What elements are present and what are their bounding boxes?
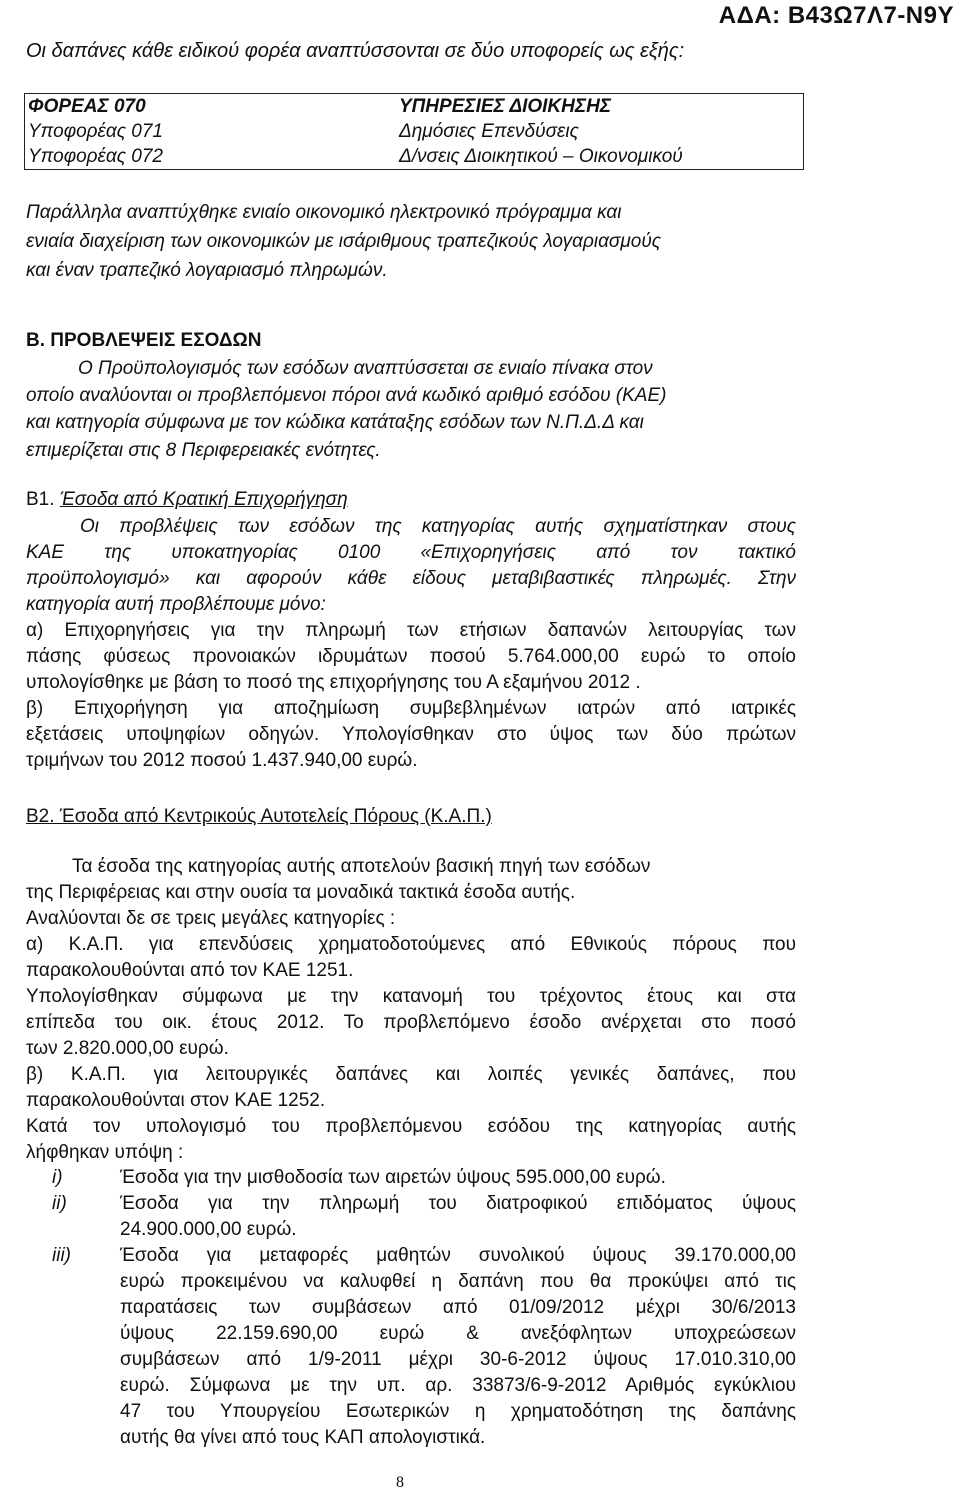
item-number: i) — [52, 1167, 63, 1188]
foreas-desc-cell: ΥΠΗΡΕΣΙΕΣ ΔΙΟΙΚΗΣΗΣ — [399, 96, 612, 117]
paragraph-line: Οι προβλέψεις των εσόδων της κατηγορίας αυτής σχηματίστηκαν στους — [80, 516, 796, 537]
table-row — [25, 119, 804, 144]
paragraph-line: β) Επιχορήγηση για αποζημίωση συμβεβλημένων ιατρών από ιατρικές — [26, 698, 796, 719]
section-b2-heading: Β2. Έσοδα από Κεντρικούς Αυτοτελείς Πόρους (Κ.Α.Π.) — [26, 806, 492, 827]
paragraph-line: Αναλύονται δε σε τρεις μεγάλες κατηγορίες : — [26, 908, 396, 929]
ypoforeas-desc-cell: Δ/νσεις Διοικητικού – Οικονομικού — [399, 146, 683, 167]
item-line: αυτής θα γίνει από τους ΚΑΠ απολογιστικά. — [120, 1427, 486, 1448]
section-b-heading: Β. ΠΡΟΒΛΕΨΕΙΣ ΕΣΟΔΩΝ — [26, 330, 262, 351]
item-line: Έσοδα για μεταφορές μαθητών συνολικού ύψους 39.170.000,00 — [120, 1245, 796, 1266]
section-b1-heading — [26, 489, 348, 511]
item-number: ii) — [52, 1193, 67, 1214]
paragraph-line: λήφθηκαν υπόψη : — [26, 1142, 184, 1163]
item-line: Έσοδα για την πληρωμή του διατροφικού επιδόματος ύψους — [120, 1193, 796, 1214]
paragraph-line: της Περιφέρειας και στην ουσία τα μοναδικά τακτικά έσοδα αυτής. — [26, 882, 576, 903]
paragraph-line: Τα έσοδα της κατηγορίας αυτής αποτελούν βασική πηγή των εσόδων — [72, 856, 651, 877]
foreas-table — [24, 93, 804, 170]
paragraph-line: υπολογίσθηκε με βάση το ποσό της επιχορήγησης του Α εξαμήνου 2012 . — [26, 672, 641, 693]
paragraph-line: β) Κ.Α.Π. για λειτουργικές δαπάνες και λοιπές γενικές δαπάνες, που — [26, 1064, 796, 1085]
section-b1-number: Β1. — [26, 489, 55, 510]
paragraph-line: προϋπολογισμό» και αφορούν κάθε είδους μεταβιβαστικές πληρωμές. Στην — [26, 568, 796, 589]
page-number: 8 — [396, 1474, 404, 1491]
paragraph-line: παρακολουθούνται στον ΚΑΕ 1252. — [26, 1090, 326, 1111]
paragraph-line: ενιαία διαχείριση των οικονομικών με ισάριθμους τραπεζικούς λογαριασμούς — [26, 231, 662, 252]
paragraph-line: ΚΑΕ της υποκατηγορίας 0100 «Επιχορηγήσεις από τον τακτικό — [26, 542, 796, 563]
item-line: ευρώ προκειμένου να καλυφθεί η δαπάνη που θα προκύψει από τις — [120, 1271, 796, 1292]
paragraph-line: α) Επιχορηγήσεις για την πληρωμή των ετήσιων δαπανών λειτουργίας των — [26, 620, 796, 641]
paragraph-line: κατηγορία αυτή προβλέπουμε μόνο: — [26, 594, 326, 615]
foreas-cell: ΦΟΡΕΑΣ 070 — [28, 96, 146, 117]
item-line: ύψους 22.159.690,00 ευρώ & ανεξόφλητων υποχρεώσεων — [120, 1323, 796, 1344]
ada-code: ΑΔΑ: Β43Ω7Λ7-Ν9Υ — [718, 2, 954, 29]
paragraph-line: τριμήνων του 2012 ποσού 1.437.940,00 ευρώ. — [26, 750, 418, 771]
paragraph-line: παρακολουθούνται από τον ΚΑΕ 1251. — [26, 960, 354, 981]
paragraph-line: επίπεδα του οικ. έτους 2012. Το προβλεπόμενο έσοδο ανέρχεται στο ποσό — [26, 1012, 796, 1033]
ypoforeas-desc-cell: Δημόσιες Επενδύσεις — [399, 121, 579, 142]
item-line: Έσοδα για την μισθοδοσία των αιρετών ύψους 595.000,00 ευρώ. — [120, 1167, 666, 1188]
item-line: 24.900.000,00 ευρώ. — [120, 1219, 297, 1240]
paragraph-line: εξετάσεις υποψηφίων οδηγών. Υπολογίσθηκαν στο ύψος των δύο πρώτων — [26, 724, 796, 745]
ypoforeas-cell: Υποφορέας 071 — [28, 121, 163, 142]
table-row — [25, 94, 804, 120]
paragraph-line: των 2.820.000,00 ευρώ. — [26, 1038, 229, 1059]
paragraph-line: και κατηγορία σύμφωνα με τον κώδικα κατάταξης εσόδων των Ν.Π.Δ.Δ και — [26, 412, 644, 433]
paragraph-line: Ο Προϋπολογισμός των εσόδων αναπτύσσεται σε ενιαίο πίνακα στον — [78, 358, 653, 379]
item-line: ευρώ. Σύμφωνα με την υπ. αρ. 33873/6-9-2012 Αριθμός εγκύκλιου — [120, 1375, 796, 1396]
paragraph-line: Κατά τον υπολογισμό του προβλεπόμενου εσόδου της κατηγορίας αυτής — [26, 1116, 796, 1137]
paragraph-line: Υπολογίσθηκαν σύμφωνα με την κατανομή του τρέχοντος έτους και στα — [26, 986, 796, 1007]
paragraph-line: επιμερίζεται στις 8 Περιφερειακές ενότητες. — [26, 440, 381, 461]
paragraph-line: α) Κ.Α.Π. για επενδύσεις χρηματοδοτούμενες από Εθνικούς πόρους που — [26, 934, 796, 955]
table-row — [25, 144, 804, 170]
paragraph-line: και έναν τραπεζικό λογαριασμό πληρωμών. — [26, 260, 388, 281]
section-b1-title: Έσοδα από Κρατική Επιχορήγηση — [59, 489, 348, 510]
ypoforeas-cell: Υποφορέας 072 — [28, 146, 163, 167]
paragraph-line: οποίο αναλύονται οι προβλεπόμενοι πόροι ανά κωδικό αριθμό εσόδου (ΚΑΕ) — [26, 385, 667, 406]
item-line: συμβάσεων από 1/9-2011 μέχρι 30-6-2012 ύψους 17.010.310,00 — [120, 1349, 796, 1370]
paragraph-line: πάσης φύσεως προνοιακών ιδρυμάτων ποσού 5.764.000,00 ευρώ το οποίο — [26, 646, 796, 667]
item-line: παρατάσεις των συμβάσεων από 01/09/2012 μέχρι 30/6/2013 — [120, 1297, 796, 1318]
item-line: 47 του Υπουργείου Εσωτερικών η χρηματοδότηση της δαπάνης — [120, 1401, 796, 1422]
paragraph-line: Παράλληλα αναπτύχθηκε ενιαίο οικονομικό ηλεκτρονικό πρόγραμμα και — [26, 202, 622, 223]
item-number: iii) — [52, 1245, 71, 1266]
intro-text: Οι δαπάνες κάθε ειδικού φορέα αναπτύσσονται σε δύο υποφορείς ως εξής: — [26, 40, 685, 62]
